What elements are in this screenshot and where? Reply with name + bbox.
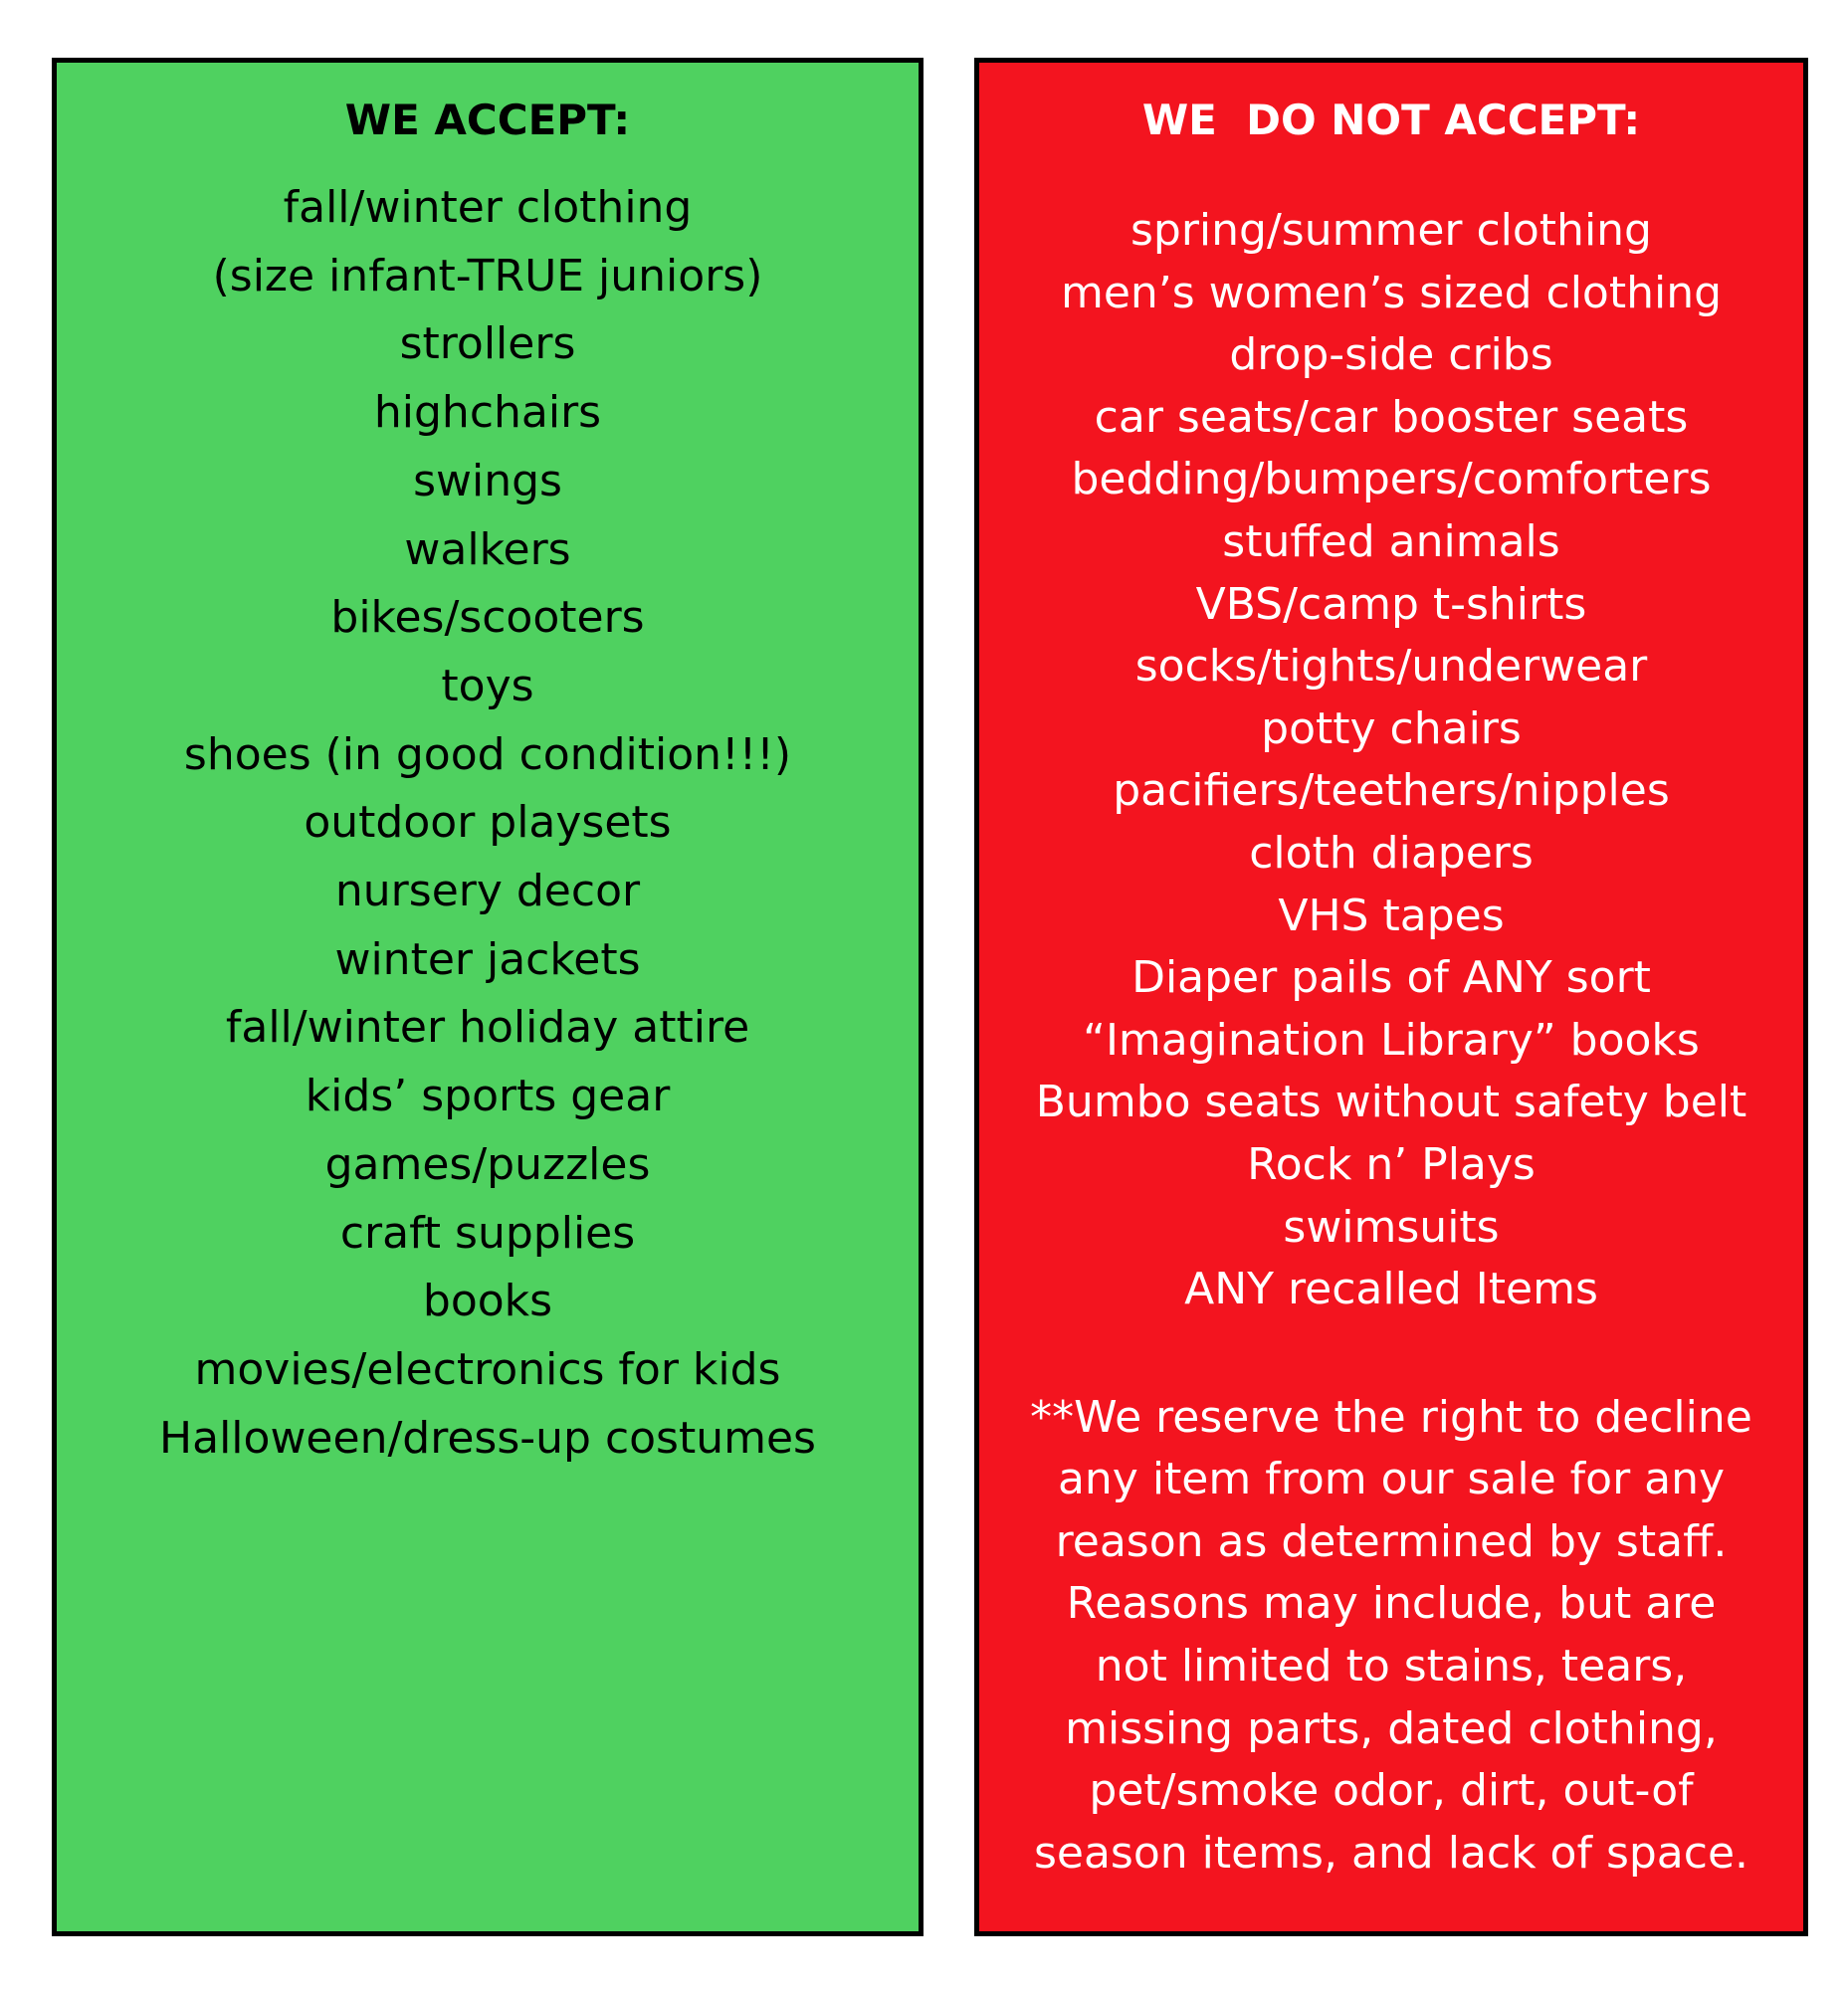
list-item: nursery decor [334, 866, 641, 917]
list-item: games/puzzles [324, 1138, 651, 1190]
list-item: fall/winter clothing [283, 182, 693, 233]
note-line: **We reserve the right to decline [1030, 1391, 1752, 1443]
reservation-note [979, 1387, 1803, 1886]
list-item: books [422, 1276, 553, 1327]
note-line: not limited to stains, tears, [1095, 1641, 1688, 1692]
list-item: Diaper pails of ANY sort [1131, 952, 1651, 1004]
reject-title: WE DO NOT ACCEPT: [1141, 96, 1641, 144]
list-item: winter jackets [334, 933, 641, 985]
list-item: craft supplies [339, 1207, 636, 1259]
list-item: “Imagination Library” books [1083, 1014, 1700, 1066]
list-item: Halloween/dress-up costumes [159, 1412, 816, 1464]
list-item: stuffed animals [1222, 515, 1560, 567]
list-item: potty chairs [1261, 702, 1522, 754]
list-item: shoes (in good condition!!!) [183, 728, 792, 780]
list-item: cloth diapers [1249, 827, 1534, 879]
list-item: strollers [399, 318, 576, 370]
accept-list [57, 174, 919, 1473]
list-item: men’s women’s sized clothing [1060, 267, 1723, 318]
list-item: toys [441, 660, 534, 711]
list-item: (size infant-TRUE juniors) [212, 250, 763, 301]
list-item: drop-side cribs [1229, 329, 1553, 381]
list-item: car seats/car booster seats [1094, 391, 1689, 443]
list-item: highchairs [373, 387, 602, 439]
list-item: VHS tapes [1278, 890, 1505, 941]
list-item: kids’ sports gear [305, 1071, 671, 1122]
list-item: bedding/bumpers/comforters [1071, 454, 1712, 505]
list-item: bikes/scooters [330, 592, 645, 644]
list-item: ANY recalled Items [1184, 1264, 1598, 1315]
note-line: any item from our sale for any [1057, 1454, 1726, 1505]
accept-title: WE ACCEPT: [344, 96, 631, 144]
reject-panel [974, 58, 1808, 1936]
list-item: spring/summer clothing [1129, 205, 1652, 256]
list-item: swimsuits [1283, 1201, 1500, 1253]
accept-panel [52, 58, 924, 1936]
list-item: walkers [404, 523, 571, 575]
list-item: Rock n’ Plays [1247, 1138, 1536, 1190]
note-line: pet/smoke odor, dirt, out-of [1089, 1765, 1694, 1817]
list-item: movies/electronics for kids [194, 1343, 781, 1395]
list-item: Bumbo seats without safety belt [1035, 1077, 1747, 1128]
note-line: reason as determined by staff. [1055, 1515, 1728, 1567]
note-line: Reasons may include, but are [1066, 1578, 1717, 1630]
list-item: swings [413, 455, 562, 506]
note-line: missing parts, dated clothing, [1065, 1702, 1718, 1754]
list-item: pacifiers/teethers/nipples [1113, 765, 1670, 817]
list-item: VBS/camp t-shirts [1195, 578, 1587, 630]
reject-list [979, 200, 1803, 1321]
note-line: season items, and lack of space. [1033, 1827, 1749, 1879]
list-item: outdoor playsets [304, 797, 672, 849]
list-item: fall/winter holiday attire [225, 1002, 750, 1054]
list-item: socks/tights/underwear [1134, 641, 1648, 693]
